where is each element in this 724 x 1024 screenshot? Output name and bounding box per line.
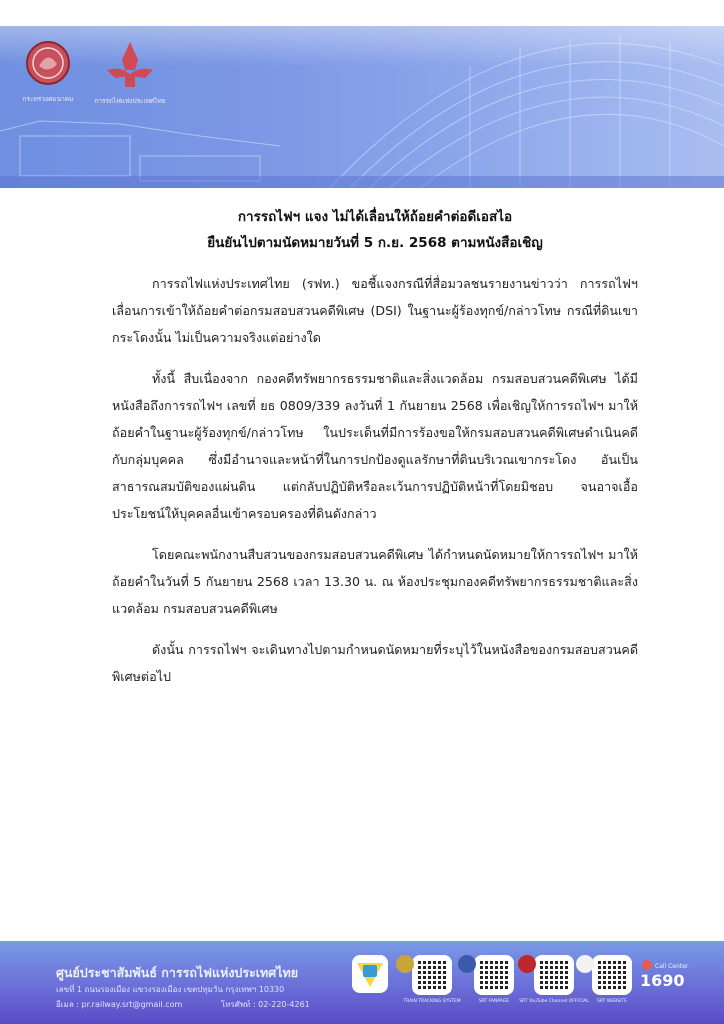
footer-address: เลขที่ 1 ถนนรองเมือง แขวงรองเมือง เขตปทุมวัน กรุงเทพฯ 10330 — [56, 985, 285, 994]
call-center-label: Call Center — [655, 963, 689, 970]
facebook-like-icon — [458, 955, 476, 973]
footer-org-name: ศูนย์ประชาสัมพันธ์ การรถไฟแห่งประเทศไทย — [56, 965, 299, 980]
qr-caption: TRAIN TRACKING SYSTEM — [403, 999, 461, 1004]
paragraph: การรถไฟแห่งประเทศไทย (รฟท.) ขอชี้แจงกรณีที่สื่อมวลชนรายงานข่าวว่า การรถไฟฯ เลื่อนการเข้าให้ถ้อยคำต่อกรมสอบสวนคดีพิเศษ (DSI) ในฐานะผู้ร้องทุกข์/กล่าวโทษ กรณีที่ดินเขากระโดงนั้น ไม่เป็นความจริงแต่อย่างใด — [112, 276, 638, 345]
qr-caption: SRT YouTube Channel OFFICIAL — [519, 999, 589, 1004]
qr-caption: SRT FANPAGE — [478, 999, 510, 1004]
document-title — [112, 204, 638, 256]
ministry-seal-icon — [25, 40, 71, 86]
title-line: การรถไฟฯ แจง ไม่ได้เลื่อนให้ถ้อยคำต่อดีเอสไอ — [237, 209, 513, 225]
ministry-logo: กระทรวงคมนาคม — [3, 40, 93, 104]
srt-emblem-icon — [105, 40, 155, 88]
footer-email: อีเมล : pr.railway.srt@gmail.com — [56, 1000, 183, 1009]
qr-caption: SRT WEBSITE — [597, 999, 627, 1004]
paragraph: โดยคณะพนักงานสืบสวนของกรมสอบสวนคดีพิเศษ ได้กำหนดนัดหมายให้การรถไฟฯ มาให้ถ้อยคำในวันที่ 5 กันยายน 2568 เวลา 13.30 น. ณ ห้องประชุมกองคดีทรัพยากรธรรมชาติและสิ่งแวดล้อม กรมสอบสวนคดีพิเศษ — [112, 547, 638, 616]
youtube-icon — [518, 955, 536, 973]
call-center-number[interactable]: 1690 — [640, 971, 685, 990]
footer-contact — [56, 998, 346, 1011]
press-release-body — [112, 204, 638, 690]
qr-code-youtube[interactable] — [534, 955, 574, 995]
phone-icon — [642, 960, 652, 970]
paragraph: ทั้งนี้ สืบเนื่องจาก กองคดีทรัพยากรธรรมชาติและสิ่งแวดล้อม กรมสอบสวนคดีพิเศษ ได้มีหนังสือถึงการรถไฟฯ เลขที่ ยธ 0809/339 ลงวันที่ 1 กันยายน 2568 เพื่อเชิญให้การรถไฟฯ มาให้ถ้อยคำในฐานะผู้ร้องทุกข์/กล่าวโทษ ในประเด็นที่มีการร้องขอให้กรมสอบสวนคดีพิเศษดำเนินคดีกับกลุ่มบุคคล ซึ่งมีอำนาจและหน้าที่ในการปกป้องดูแลรักษาที่ดินบริเวณเขากระโดง อันเป็นสาธารณสมบัติของแผ่นดิน แต่กลับปฏิบัติหรือละเว้นการปฏิบัติหน้าที่โดยมิชอบ จนอาจเอื้อประโยชน์ให้บุคคลอื่นเข้าครอบครองที่ดินดังกล่าว — [112, 371, 638, 521]
train-app-icon[interactable] — [352, 955, 388, 993]
srt-logo: การรถไฟแห่งประเทศไทย — [85, 40, 175, 106]
footer-phone: โทรศัพท์ : 02-220-4261 — [220, 1000, 310, 1009]
paragraph: ดังนั้น การรถไฟฯ จะเดินทางไปตามกำหนดนัดหมายที่ระบุไว้ในหนังสือของกรมสอบสวนคดีพิเศษต่อไป — [112, 642, 638, 684]
footer-banner — [0, 941, 724, 1024]
letterhead-banner — [0, 26, 724, 188]
qr-code-train-tracking[interactable] — [412, 955, 452, 995]
qr-code-website[interactable] — [592, 955, 632, 995]
train-tracking-icon — [396, 955, 414, 973]
website-icon — [576, 955, 594, 973]
title-line: ยืนยันไปตามนัดหมายวันที่ 5 ก.ย. 2568 ตามหนังสือเชิญ — [207, 235, 543, 251]
qr-code-fanpage[interactable] — [474, 955, 514, 995]
